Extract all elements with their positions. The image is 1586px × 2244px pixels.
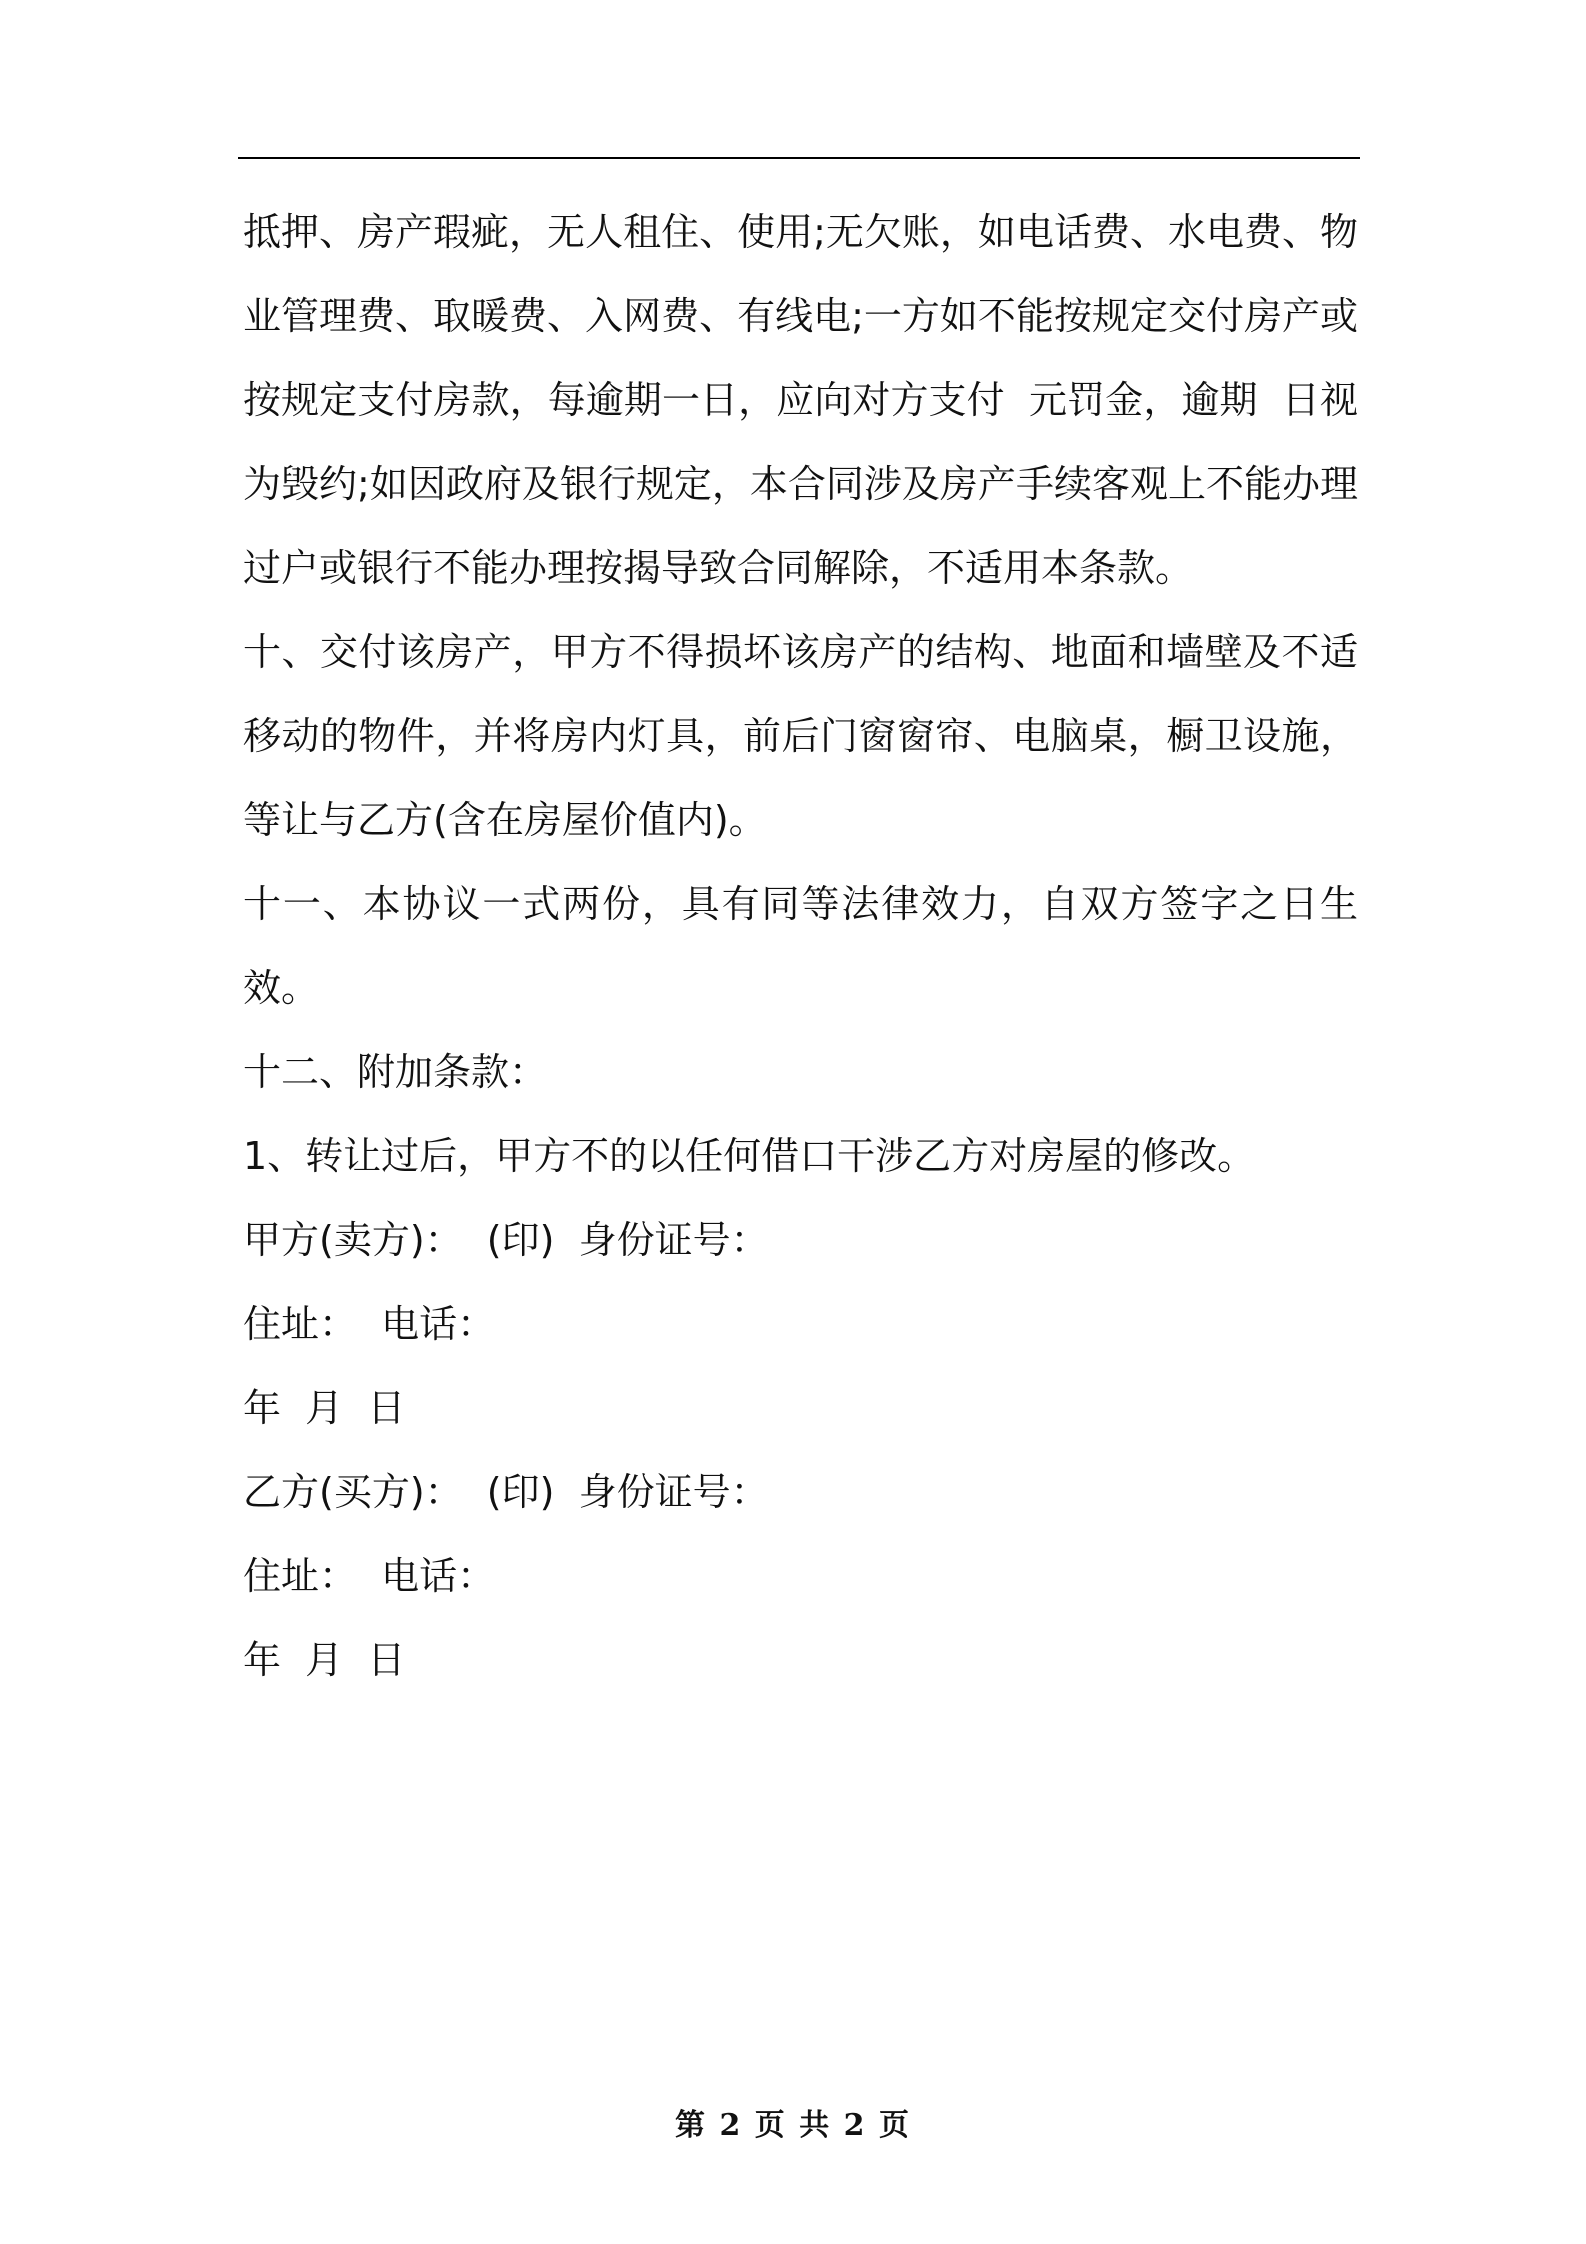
seller-address-phone-line: 住址： 电话： — [243, 1302, 496, 1346]
page-number-footer: 第 2 页 共 2 页 — [675, 2108, 911, 2143]
paragraph-additional-term-1: 1、转让过后，甲方不的以任何借口干涉乙方对房屋的修改。 — [243, 1134, 1256, 1178]
buyer-date-line: 年 月 日 — [243, 1638, 406, 1682]
buyer-address-phone-line: 住址： 电话： — [243, 1554, 496, 1598]
document-body — [243, 190, 1383, 1702]
paragraph-clause-10: 十、交付该房产，甲方不得损坏该房产的结构、地面和墙壁及不适移动的物件，并将房内灯具，前后门窗窗帘、电脑桌，橱卫设施， 等让与乙方(含在房屋价值内)。 — [243, 630, 1383, 842]
buyer-signature-line: 乙方(买方)： (印) 身份证号： — [243, 1470, 769, 1514]
paragraph-clause-9-continued: 抵押、房产瑕疵，无人租住、使用;无欠账，如电话费、水电费、物业管理费、取暖费、入网费、有线电;一方如不能按规定交付房产或按规定支付房款，每逾期一日，应向对方支付 元罚金，逾期 日视为毁约;如因政府及银行规定，本合同涉及房产手续客观上不能办理过户或银行不能办理按揭导致合同解除，不适用本条款。 — [243, 210, 1358, 590]
paragraph-clause-11: 十一、本协议一式两份，具有同等法律效力，自双方签字之日生效。 — [243, 882, 1358, 1010]
paragraph-clause-12-heading: 十二、附加条款： — [243, 1050, 548, 1094]
seller-date-line: 年 月 日 — [243, 1386, 406, 1430]
header-rule — [238, 157, 1360, 159]
seller-signature-line: 甲方(卖方)： (印) 身份证号： — [243, 1218, 769, 1262]
